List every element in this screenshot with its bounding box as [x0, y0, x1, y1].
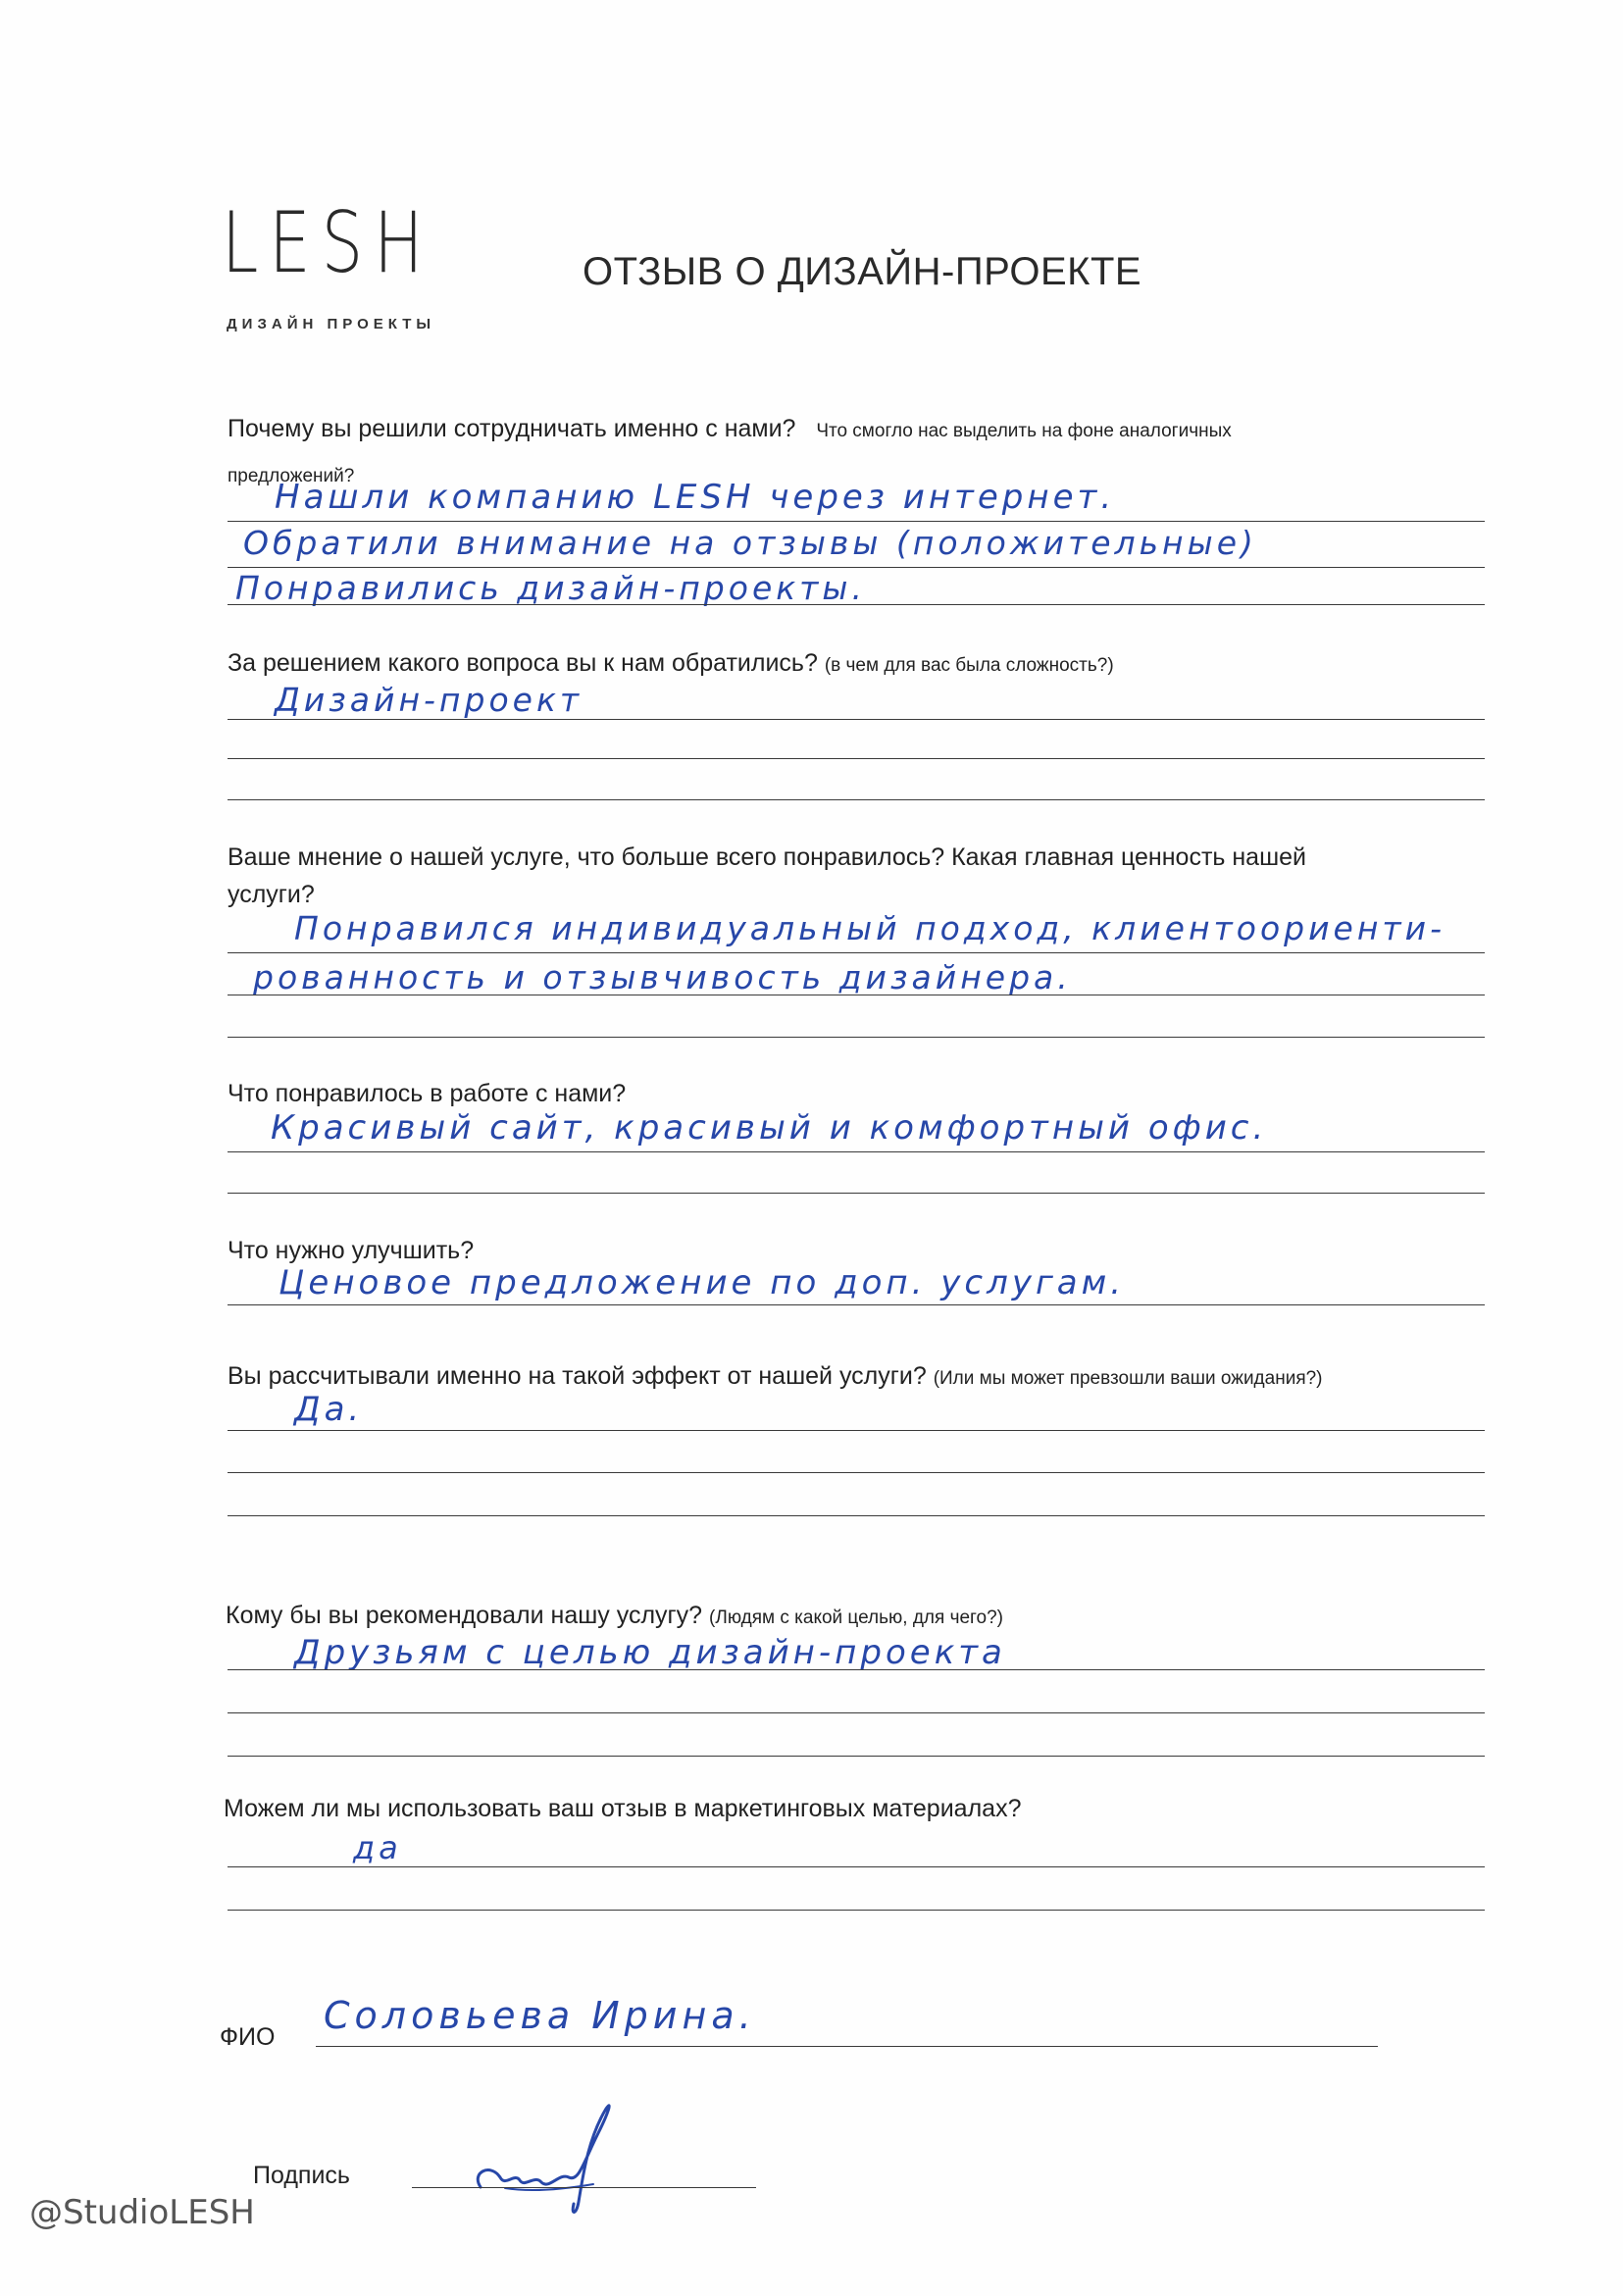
question-1-hint-line2: предложений? [228, 466, 355, 486]
answer-line[interactable] [228, 799, 1485, 800]
answer-1-line-3: Понравились дизайн-проекты. [235, 569, 866, 607]
signature-drawing [461, 2094, 637, 2221]
question-3: Ваше мнение о нашей услуге, что больше всего понравилось? Какая главная ценность нашей [228, 843, 1306, 871]
page-title: ОТЗЫВ О ДИЗАЙН-ПРОЕКТЕ [583, 250, 1142, 293]
question-1-text: Почему вы решили сотрудничать именно с нами? [228, 415, 796, 442]
question-7-hint: (Людям с какой целью, для чего?) [709, 1607, 1004, 1628]
watermark: @StudioLESH [29, 2193, 255, 2232]
answer-5-line-1: Ценовое предложение по доп. услугам. [279, 1263, 1126, 1302]
answer-line[interactable] [228, 1669, 1485, 1670]
question-2-hint: (в чем для вас была сложность?) [824, 655, 1114, 676]
answer-line[interactable] [228, 1430, 1485, 1431]
question-6 [228, 1362, 1323, 1391]
answer-line[interactable] [228, 758, 1485, 759]
answer-line[interactable] [228, 521, 1485, 522]
fio-value: Соловьева Ирина. [324, 1994, 756, 2037]
answer-line[interactable] [228, 567, 1485, 568]
brand-subtitle: ДИЗАЙН ПРОЕКТЫ [227, 316, 436, 332]
signature-line[interactable] [412, 2187, 756, 2188]
question-6-hint: (Или мы может превзошли ваши ожидания?) [933, 1368, 1323, 1389]
question-7 [226, 1602, 1003, 1630]
answer-line[interactable] [228, 1037, 1485, 1038]
question-4: Что понравилось в работе с нами? [228, 1080, 627, 1107]
question-2 [228, 649, 1114, 678]
answer-line[interactable] [228, 1151, 1485, 1152]
answer-8-line-1: да [353, 1829, 402, 1866]
fio-label: ФИО [220, 2023, 276, 2051]
answer-line[interactable] [228, 604, 1485, 605]
answer-3-line-1: Понравился индивидуальный подход, клиентоориенти- [294, 909, 1445, 947]
answer-4-line-1: Красивый сайт, красивый и комфортный офис. [271, 1108, 1268, 1148]
answer-3-line-2: рованность и отзывчивость дизайнера. [253, 958, 1072, 996]
question-2-text: За решением какого вопроса вы к нам обратились? [228, 649, 818, 677]
answer-line[interactable] [228, 1756, 1485, 1757]
question-1 [228, 415, 1232, 443]
question-7-text: Кому бы вы рекомендовали нашу услугу? [226, 1602, 703, 1629]
brand-logo: LESH [222, 194, 434, 292]
question-6-text: Вы рассчитывали именно на такой эффект от нашей услуги? [228, 1362, 927, 1390]
answer-line[interactable] [228, 1193, 1485, 1194]
signature-label: Подпись [253, 2162, 350, 2189]
answer-6-line-1: Да. [294, 1390, 364, 1429]
question-3-cont: услуги? [228, 881, 315, 908]
answer-line[interactable] [228, 1304, 1485, 1305]
answer-line[interactable] [228, 1910, 1485, 1911]
question-8: Можем ли мы использовать ваш отзыв в маркетинговых материалах? [224, 1795, 1022, 1822]
question-1-hint: Что смогло нас выделить на фоне аналогичных [816, 421, 1232, 441]
answer-line[interactable] [228, 1866, 1485, 1867]
answer-line[interactable] [228, 1472, 1485, 1473]
fio-line[interactable] [316, 2046, 1378, 2047]
answer-line[interactable] [228, 719, 1485, 720]
answer-line[interactable] [228, 952, 1485, 953]
answer-line[interactable] [228, 1712, 1485, 1713]
answer-line[interactable] [228, 1515, 1485, 1516]
question-5: Что нужно улучшить? [228, 1237, 475, 1264]
answer-1-line-2: Обратили внимание на отзывы (положительные) [243, 524, 1257, 562]
answer-2-line-1: Дизайн-проект [275, 681, 583, 719]
answer-7-line-1: Друзьям с целью дизайн-проекта [294, 1633, 1006, 1672]
answer-1-line-1: Нашли компанию LESH через интернет. [275, 478, 1116, 517]
